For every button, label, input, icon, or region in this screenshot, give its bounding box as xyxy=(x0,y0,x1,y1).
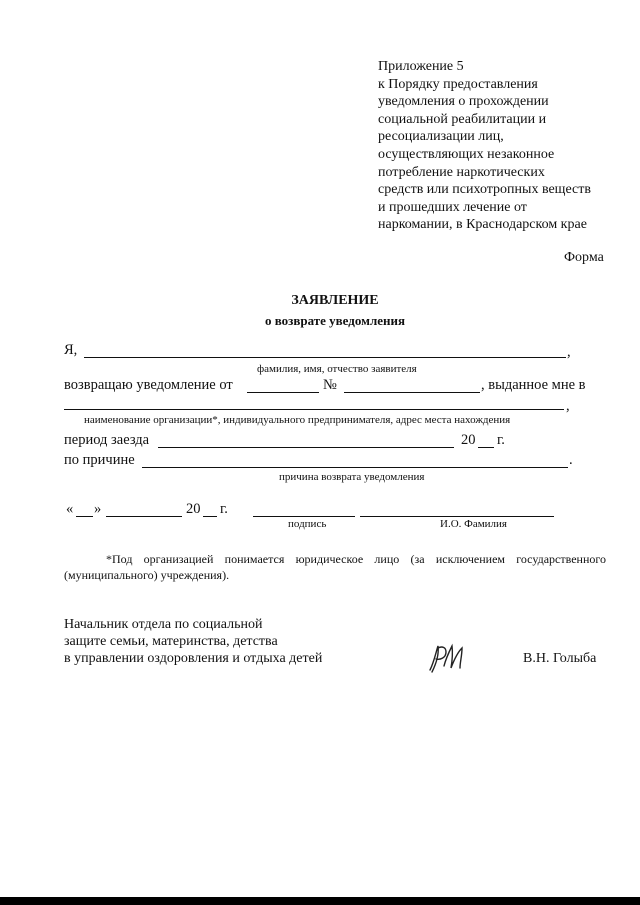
reason-field[interactable] xyxy=(142,467,568,468)
appendix-line: ресоциализации лиц, xyxy=(378,129,504,145)
comma: , xyxy=(567,344,571,360)
signatory-position-line: в управлении оздоровления и отдыха детей xyxy=(64,651,323,666)
notice-number-field[interactable] xyxy=(344,392,480,393)
year-field[interactable] xyxy=(478,447,494,448)
issued-label: , выданное мне в xyxy=(481,377,586,393)
date-year-suffix: г. xyxy=(220,501,228,517)
return-label: возвращаю уведомление от xyxy=(64,377,233,393)
appendix-line: осуществляющих незаконное xyxy=(378,146,555,162)
number-sign: № xyxy=(323,377,337,393)
date-open-quote: « xyxy=(66,501,74,517)
footnote: *Под организацией понимается юридическое лицо (за исключением государственного (муниципального) учреждения). xyxy=(64,552,606,582)
appendix-line: уведомления о прохождении xyxy=(378,94,549,110)
period-dot: . xyxy=(569,452,573,468)
comma: , xyxy=(566,398,570,414)
period-label: период заезда xyxy=(64,432,150,448)
month-field[interactable] xyxy=(106,516,182,517)
handwritten-signature xyxy=(424,640,472,676)
appendix-line: потребление наркотических xyxy=(378,164,545,180)
signatory-position-line: защите семьи, материнства, детства xyxy=(64,634,278,649)
date-year-prefix: 20 xyxy=(186,501,201,517)
name-field[interactable] xyxy=(360,516,554,517)
appendix-header xyxy=(378,58,591,234)
period-field[interactable] xyxy=(158,447,454,448)
appendix-line: средств или психотропных веществ xyxy=(378,182,591,198)
appendix-line: социальной реабилитации и xyxy=(378,111,547,127)
signatory-position-line: Начальник отдела по социальной xyxy=(64,617,263,632)
appendix-line: Приложение 5 xyxy=(378,59,464,74)
scan-bottom-border xyxy=(0,897,640,905)
signature-field[interactable] xyxy=(253,516,355,517)
page-subtitle: о возврате уведомления xyxy=(264,313,406,328)
appendix-line: наркомании, в Краснодарском крае xyxy=(378,217,587,233)
signatory-name: В.Н. Голыба xyxy=(523,651,597,666)
ya-label: Я, xyxy=(64,342,78,358)
appendix-line: к Порядку предоставления xyxy=(378,76,538,92)
year-prefix: 20 xyxy=(461,432,476,448)
fio-caption: фамилия, имя, отчество заявителя xyxy=(257,363,417,375)
year-suffix: г. xyxy=(497,432,505,448)
form-label: Форма xyxy=(564,250,604,265)
date-close-quote: » xyxy=(94,501,102,517)
fio-field[interactable] xyxy=(84,357,566,358)
organization-field[interactable] xyxy=(64,409,564,410)
date-year-field[interactable] xyxy=(203,516,217,517)
appendix-line: и прошедших лечение от xyxy=(378,199,527,215)
organization-caption: наименование организации*, индивидуального предпринимателя, адрес места нахождения xyxy=(84,414,511,426)
reason-label: по причине xyxy=(64,452,135,468)
notice-date-field[interactable] xyxy=(247,392,319,393)
day-field[interactable] xyxy=(76,516,93,517)
page-title: ЗАЯВЛЕНИЕ xyxy=(291,293,379,308)
signature-caption: подпись xyxy=(288,518,327,530)
reason-caption: причина возврата уведомления xyxy=(279,471,425,483)
name-caption: И.О. Фамилия xyxy=(440,518,507,530)
